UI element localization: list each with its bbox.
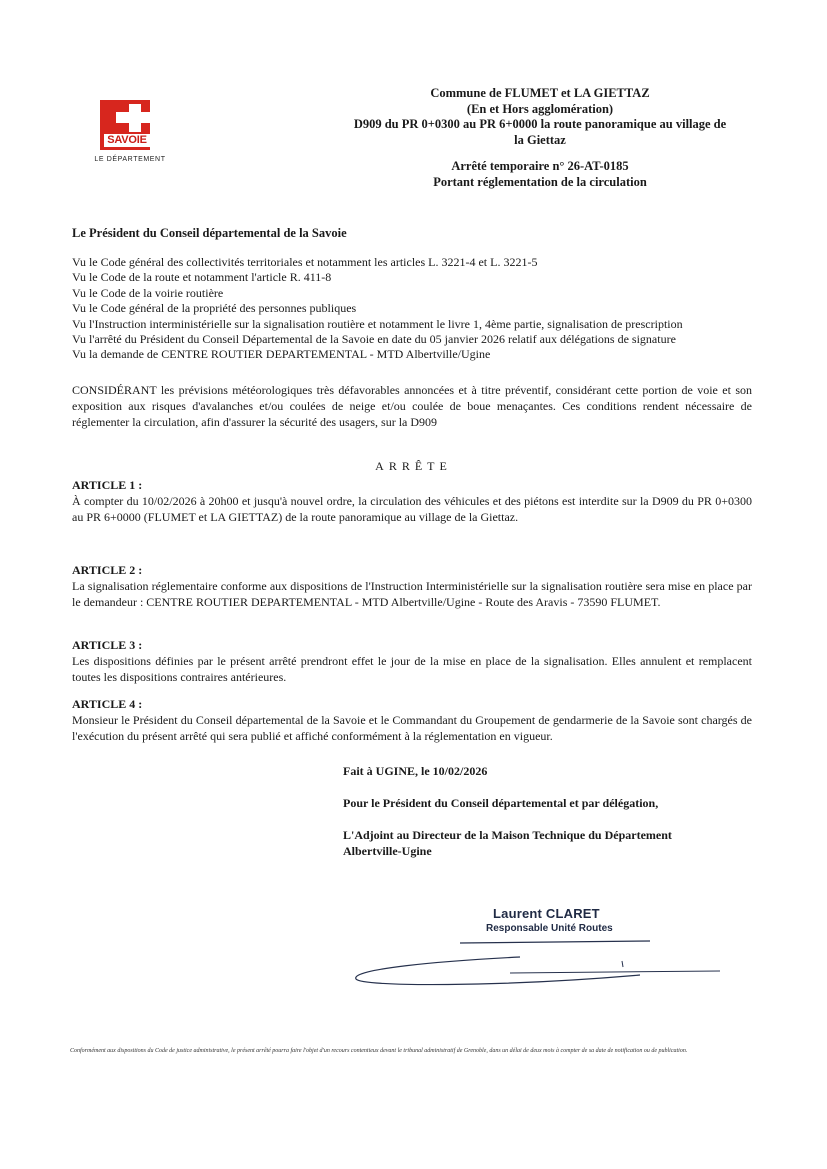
vu-item: Vu la demande de CENTRE ROUTIER DEPARTEMENTAL - MTD Albertville/Ugine xyxy=(72,347,491,362)
article-title: ARTICLE 3 : xyxy=(72,638,143,652)
logo-subtitle: LE DÉPARTEMENT xyxy=(94,156,166,163)
signatory-role-line2: Albertville-Ugine xyxy=(343,844,432,858)
vu-item: Vu le Code général de la propriété des personnes publiques xyxy=(72,301,357,316)
savoie-logo xyxy=(90,100,168,170)
article-text: La signalisation réglementaire conforme aux dispositions de l'Instruction Interministérielle sur la signalisation routière sera mise en place par le demandeur : CENTRE ROUTIER DEPARTEMENTAL - MTD Albertville/Ugine - Route des Aravis - 73590 FLUMET. xyxy=(72,579,752,609)
article-text: Les dispositions définies par le présent arrêté prendront effet le jour de la mise en place de la signalisation. Elles annulent et remplacent toutes les dispositions contraires antérieures. xyxy=(72,654,752,684)
considerant-paragraph: CONSIDÉRANT les prévisions météorologiques très défavorables annoncées et à titre préventif, considérant cette portion de voie et son exposition aux risques d'avalanches et/ou coulées de neige et/ou coulée de boue menaçantes. Ces conditions rendent nécessaire de réglementer la circulation, afin d'assurer la sécurité des usagers, sur la D909 xyxy=(72,383,752,429)
article-title: ARTICLE 1 : xyxy=(72,478,143,492)
article-text: À compter du 10/02/2026 à 20h00 et jusqu'à nouvel ordre, la circulation des véhicules et des piétons est interdite sur la D909 du PR 0+0300 au PR 6+0000 (FLUMET et LA GIETTAZ) de la route panoramique au village de la Giettaz. xyxy=(72,494,752,524)
article-title: ARTICLE 4 : xyxy=(72,697,143,711)
article-text: Monsieur le Président du Conseil départemental de la Savoie et le Commandant du Groupement de gendarmerie de la Savoie sont chargés de l'exécution du présent arrêté qui sera publié et affiché conformément à la réglementation en vigueur. xyxy=(72,713,752,743)
vu-item: Vu le Code de la route et notamment l'article R. 411-8 xyxy=(72,270,332,285)
article-title: ARTICLE 2 : xyxy=(72,563,143,577)
header-agglomeration: (En et Hors agglomération) xyxy=(466,101,614,116)
arrete-subject: Portant réglementation de la circulation xyxy=(433,174,647,189)
president-line: Le Président du Conseil départemental de la Savoie xyxy=(72,226,347,240)
header-road: D909 du PR 0+0300 au PR 6+0000 la route panoramique au village de xyxy=(353,117,727,131)
article-2 xyxy=(72,563,752,610)
legal-footer: Conformément aux dispositions du Code de justice administrative, le présent arrêté pourra faire l'objet d'un recours contentieux devant le tribunal administratif de Grenoble, dans un délai de deux mois à compter de sa date de notification ou de publication. xyxy=(70,1048,688,1054)
vu-list xyxy=(72,255,683,363)
article-1 xyxy=(72,478,752,525)
vu-item: Vu l'arrêté du Président du Conseil Départemental de la Savoie en date du 05 janvier 2026 relatif aux délégations de signature xyxy=(72,332,676,347)
handwritten-signature-icon xyxy=(320,935,740,995)
signatory-role-line1: L'Adjoint au Directeur de la Maison Technique du Département xyxy=(343,828,672,842)
vu-item: Vu le Code général des collectivités territoriales et notamment les articles L. 3221-4 et L. 3221-5 xyxy=(72,255,538,269)
header-road-cont: la Giettaz xyxy=(514,132,566,147)
article-3 xyxy=(72,638,752,685)
header-commune: Commune de FLUMET et LA GIETTAZ xyxy=(430,86,650,100)
arrete-number: Arrêté temporaire n° 26-AT-0185 xyxy=(451,159,629,173)
signatory-role xyxy=(343,827,672,859)
place-date: Fait à UGINE, le 10/02/2026 xyxy=(343,764,488,778)
vu-item: Vu le Code de la voirie routière xyxy=(72,285,224,300)
stamp-role: Responsable Unité Routes xyxy=(486,923,613,934)
vu-item: Vu l'Instruction interministérielle sur la signalisation routière et notamment le livre 1, 4ème partie, signalisation de prescription xyxy=(72,316,683,331)
logo-word: SAVOIE xyxy=(104,134,150,147)
stamp-name: Laurent CLARET xyxy=(493,906,600,921)
document-header xyxy=(330,86,750,190)
delegation-line: Pour le Président du Conseil départemental et par délégation, xyxy=(343,796,659,810)
arrete-heading: ARRÊTE xyxy=(375,459,452,473)
article-4 xyxy=(72,697,752,744)
